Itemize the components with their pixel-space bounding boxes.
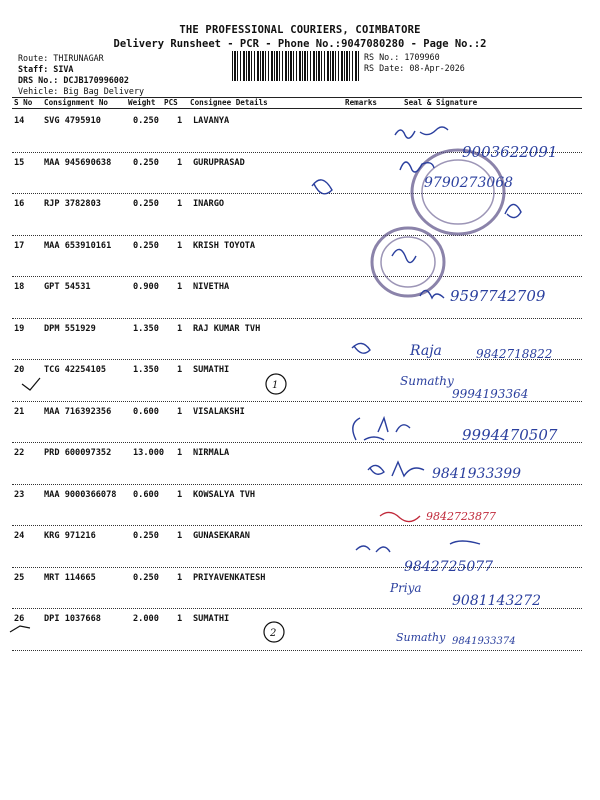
row-weight: 13.000 xyxy=(133,448,165,458)
row-consignee: INARGO xyxy=(193,199,225,209)
row-weight: 2.000 xyxy=(133,614,159,624)
row-pcs: 1 xyxy=(177,157,183,168)
remark-mark-19 xyxy=(352,343,370,353)
circle-20 xyxy=(266,374,286,394)
row-consignment: RJP 3782803 xyxy=(44,199,101,209)
row-pcs: 1 xyxy=(177,116,183,126)
name-20: Sumathy xyxy=(400,374,454,388)
row-consignment: KRG 971216 xyxy=(44,531,96,541)
row-sno: 20 xyxy=(14,365,25,375)
row-sno: 17 xyxy=(14,240,25,251)
row-consignment: GPT 54531 xyxy=(44,282,91,292)
row-divider xyxy=(12,608,582,609)
row-consignee: KRISH TOYOTA xyxy=(193,240,256,251)
remark-mark-21 xyxy=(353,418,384,440)
header-rule-bottom xyxy=(12,108,582,109)
row-sno: 23 xyxy=(14,489,25,500)
name-25: Priya xyxy=(390,581,422,595)
tick-20 xyxy=(22,378,40,390)
row-pcs: 1 xyxy=(177,531,183,541)
row-consignment: TCG 42254105 xyxy=(44,365,107,375)
row-sno: 21 xyxy=(14,406,25,417)
row-consignee: GURUPRASAD xyxy=(193,157,245,168)
row-weight: 0.600 xyxy=(133,406,159,417)
seal-stamp-inner xyxy=(422,160,494,224)
circle-26-label: 2 xyxy=(270,628,277,639)
row-consignee: SUMATHI xyxy=(193,365,230,375)
col-sno: S No xyxy=(14,98,33,107)
col-consignee: Consignee Details xyxy=(190,98,268,107)
phone-16: 9790273068 xyxy=(424,175,514,191)
row-sno: 16 xyxy=(14,199,25,209)
drs-label: DRS No.: DCJB170996002 xyxy=(18,75,129,85)
row-consignee: RAJ KUMAR TVH xyxy=(193,323,261,334)
row-consignee: NIRMALA xyxy=(193,448,230,458)
row-sno: 22 xyxy=(14,448,25,458)
phone-26: 9841933374 xyxy=(452,636,516,647)
row-weight: 0.250 xyxy=(133,157,159,168)
phone-15: 9003622091 xyxy=(462,143,558,161)
remark-mark-15 xyxy=(312,180,332,194)
circle-20-label: 1 xyxy=(272,380,279,391)
staff-label: Staff: SIVA xyxy=(18,64,74,74)
rs-date: RS Date: 08-Apr-2026 xyxy=(364,63,465,73)
remark-mark-22 xyxy=(368,465,384,474)
signature-14 xyxy=(395,127,448,138)
vehicle-label: Vehicle: Big Bag Delivery xyxy=(18,86,145,96)
row-weight: 1.350 xyxy=(133,323,159,334)
row-pcs: 1 xyxy=(177,323,183,334)
row-pcs: 1 xyxy=(177,448,183,458)
row-divider xyxy=(12,650,582,651)
row-pcs: 1 xyxy=(177,614,183,624)
signature-21 xyxy=(378,418,410,432)
row-consignee: VISALAKSHI xyxy=(193,406,245,417)
row-sno: 15 xyxy=(14,157,25,168)
row-sno: 24 xyxy=(14,531,25,541)
row-consignment: MAA 716392356 xyxy=(44,406,112,417)
row-sno: 14 xyxy=(14,116,25,126)
phone-23: 9842723877 xyxy=(426,510,496,523)
signature-23 xyxy=(380,512,420,521)
col-consignment: Consignment No xyxy=(44,98,109,107)
seal-stamp-2-inner xyxy=(381,237,435,287)
row-divider xyxy=(12,318,582,319)
row-consignment: SVG 4795910 xyxy=(44,116,101,126)
phone-24: 9842725077 xyxy=(404,559,494,575)
row-consignment: DPM 551929 xyxy=(44,323,96,334)
row-consignee: LAVANYA xyxy=(193,116,230,126)
tick-26 xyxy=(10,626,30,632)
col-remarks: Remarks xyxy=(345,98,378,107)
row-divider xyxy=(12,567,582,568)
row-consignment: MAA 945690638 xyxy=(44,157,112,168)
row-divider xyxy=(12,401,582,402)
signature-16 xyxy=(505,204,521,217)
name-26: Sumathy xyxy=(396,631,446,644)
col-seal: Seal & Signature xyxy=(404,98,478,107)
row-divider xyxy=(12,442,582,443)
row-divider xyxy=(12,152,582,153)
row-divider xyxy=(12,235,582,236)
row-weight: 1.350 xyxy=(133,365,159,375)
row-consignment: DPI 1037668 xyxy=(44,614,101,624)
row-weight: 0.250 xyxy=(133,531,159,541)
phone-20: 9994193364 xyxy=(452,387,529,401)
row-divider xyxy=(12,484,582,485)
row-pcs: 1 xyxy=(177,489,183,500)
row-divider xyxy=(12,193,582,194)
row-weight: 0.250 xyxy=(133,116,159,126)
phone-25: 9081143272 xyxy=(452,593,542,609)
name-19: Raja xyxy=(410,343,442,359)
circle-26 xyxy=(264,622,284,642)
barcode xyxy=(232,51,360,81)
signature-22 xyxy=(392,462,424,476)
row-consignee: GUNASEKARAN xyxy=(193,531,250,541)
row-weight: 0.250 xyxy=(133,572,159,583)
phone-22: 9841933399 xyxy=(432,466,522,482)
runsheet-subtitle: Delivery Runsheet - PCR - Phone No.:9047080280 - Page No.:2 xyxy=(113,38,487,50)
row-consignment: MRT 114665 xyxy=(44,572,96,583)
company-title: THE PROFESSIONAL COURIERS, COIMBATORE xyxy=(179,24,421,36)
row-divider xyxy=(12,525,582,526)
row-pcs: 1 xyxy=(177,240,183,251)
row-weight: 0.250 xyxy=(133,199,159,209)
row-pcs: 1 xyxy=(177,406,183,417)
route-label: Route: THIRUNAGAR xyxy=(18,53,104,63)
row-consignee: NIVETHA xyxy=(193,282,230,292)
row-sno: 26 xyxy=(14,614,25,624)
signature-15 xyxy=(400,162,434,172)
row-divider xyxy=(12,276,582,277)
signature-18 xyxy=(420,290,444,298)
row-consignee: KOWSALYA TVH xyxy=(193,489,256,500)
row-weight: 0.600 xyxy=(133,489,159,500)
row-pcs: 1 xyxy=(177,282,183,292)
seal-stamp xyxy=(412,150,504,234)
rs-number: RS No.: 1709960 xyxy=(364,52,440,62)
phone-21: 9994470507 xyxy=(462,426,558,444)
row-divider xyxy=(12,359,582,360)
row-consignee: SUMATHI xyxy=(193,614,230,624)
row-weight: 0.250 xyxy=(133,240,159,251)
row-consignment: PRD 600097352 xyxy=(44,448,112,458)
row-consignee: PRIYAVENKATESH xyxy=(193,572,266,583)
row-sno: 19 xyxy=(14,323,25,334)
row-pcs: 1 xyxy=(177,365,183,375)
row-sno: 18 xyxy=(14,282,25,292)
row-weight: 0.900 xyxy=(133,282,159,292)
signature-17 xyxy=(392,249,416,262)
phone-19: 9842718822 xyxy=(476,347,553,361)
row-pcs: 1 xyxy=(177,572,183,583)
row-pcs: 1 xyxy=(177,199,183,209)
row-consignment: MAA 9000366078 xyxy=(44,489,117,500)
signature-24 xyxy=(356,541,480,552)
row-sno: 25 xyxy=(14,572,25,583)
col-pcs: PCS xyxy=(164,98,178,107)
col-weight: Weight xyxy=(128,98,156,107)
phone-18: 9597742709 xyxy=(450,287,546,305)
row-consignment: MAA 653910161 xyxy=(44,240,112,251)
seal-stamp-2 xyxy=(372,228,444,296)
